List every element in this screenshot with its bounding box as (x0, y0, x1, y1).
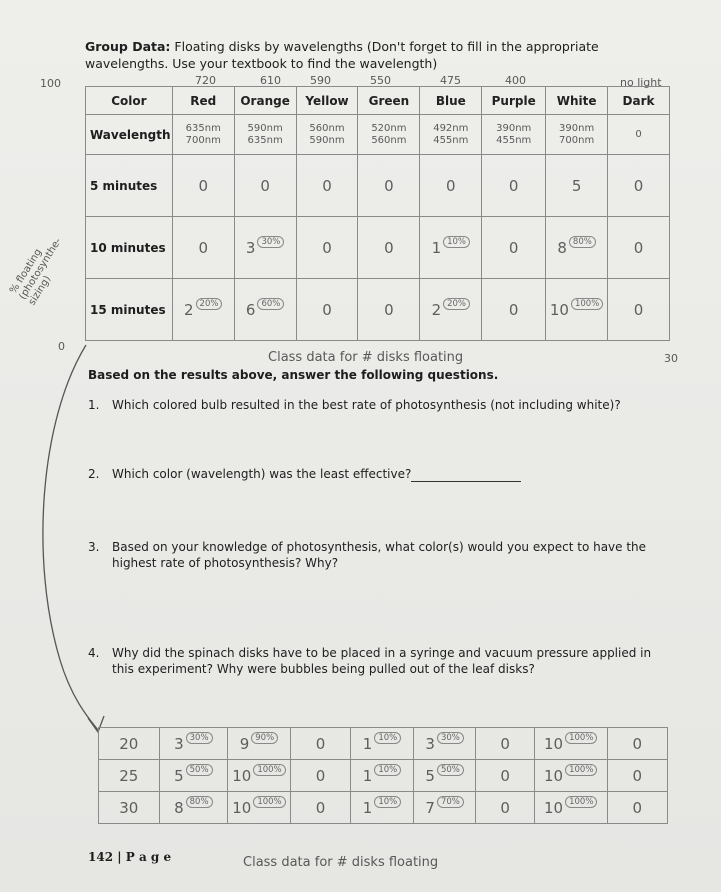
cell-value: 8 (557, 239, 567, 257)
wavelength-bottom: 590nm (309, 134, 345, 146)
class-cell-value: 7 (425, 799, 435, 817)
class-cell-percent: 100% (565, 764, 597, 776)
over-header-number: 550 (370, 74, 391, 87)
column-header-blue: Blue (420, 87, 482, 115)
class-cell-percent: 90% (251, 732, 278, 744)
question-number: 3. (88, 540, 100, 554)
class-cell (351, 792, 414, 824)
class-cell-value: 0 (500, 735, 510, 753)
question-number: 1. (88, 398, 100, 412)
cell-value: 0 (384, 177, 394, 195)
class-row-label (99, 792, 160, 824)
wavelength-bottom: 635nm (247, 134, 283, 146)
cell-value: 0 (260, 177, 270, 195)
question-text: Based on your knowledge of photosynthesis, what color(s) would you expect to have the highest rate of photosynthesis? Why? (112, 540, 647, 570)
class-data-table (98, 727, 668, 824)
class-cell (228, 792, 291, 824)
cell-value: 0 (384, 301, 394, 319)
wavelength-top: 520nm (371, 122, 407, 134)
class-data-note-bottom: Class data for # disks floating (243, 855, 439, 870)
question-number: 4. (88, 646, 100, 660)
class-cell-value: 0 (500, 767, 510, 785)
class-cell-value: 0 (500, 799, 510, 817)
row-label: 5 minutes (86, 155, 173, 217)
class-cell (159, 728, 228, 760)
class-cell-value: 3 (425, 735, 435, 753)
class-cell-value: 5 (425, 767, 435, 785)
class-row (99, 760, 668, 792)
cell-value: 2 (431, 301, 442, 319)
class-cell (607, 792, 668, 824)
column-header-orange: Orange (234, 87, 296, 115)
wavelength-bottom: 700nm (559, 134, 595, 146)
class-row-minutes: 25 (119, 767, 139, 785)
wavelength-top: 635nm (185, 122, 221, 134)
cell-value: 0 (198, 177, 208, 195)
cell-value: 0 (633, 177, 644, 195)
over-header-number: 590 (310, 74, 331, 87)
margin-note-thirty: 30 (664, 352, 678, 365)
class-cell (228, 760, 291, 792)
question-text: Which colored bulb resulted in the best rate of photosynthesis (not including white)? (112, 398, 621, 412)
cell-value: 5 (571, 177, 582, 195)
class-cell (290, 792, 350, 824)
class-cell (476, 792, 534, 824)
class-cell (159, 792, 228, 824)
class-cell-value: 0 (315, 767, 326, 785)
question-number: 2. (88, 467, 100, 481)
class-cell (413, 728, 476, 760)
class-cell (290, 760, 350, 792)
heading-label: Group Data: (85, 39, 171, 54)
margin-note-zero: 0 (58, 340, 65, 353)
cell-value: 0 (322, 301, 332, 319)
cell-value: 0 (508, 239, 519, 257)
cell-value: 10 (549, 301, 569, 319)
column-header-red: Red (172, 87, 234, 115)
class-row (99, 792, 668, 824)
wavelength-top: 390nm (559, 122, 595, 134)
cell-value: 6 (245, 301, 256, 319)
class-cell-percent: 100% (565, 732, 597, 744)
class-cell (607, 760, 668, 792)
cell-percent: 20% (196, 298, 223, 310)
wavelength-top: 560nm (309, 122, 345, 134)
questions-intro: Based on the results above, answer the following questions. (88, 368, 499, 382)
question-text: Why did the spinach disks have to be placed in a syringe and vacuum pressure applied in this experiment? Why were bubbles being pulled out of the leaf disks? (112, 646, 652, 676)
class-row-label (99, 760, 160, 792)
cell-value: 0 (322, 177, 332, 195)
class-cell (228, 728, 291, 760)
wavelength-top: 590nm (247, 122, 283, 134)
class-cell (413, 760, 476, 792)
class-cell-percent: 70% (437, 796, 464, 808)
class-cell-value: 1 (362, 735, 373, 753)
class-cell-value: 0 (315, 735, 326, 753)
class-cell-percent: 10% (374, 732, 401, 744)
class-cell-value: 10 (232, 767, 252, 785)
margin-note-no-light: no light (620, 76, 662, 89)
over-header-number: 400 (505, 74, 526, 87)
class-cell-value: 9 (239, 735, 250, 753)
class-cell-percent: 50% (186, 764, 213, 776)
class-cell-percent: 80% (186, 796, 213, 808)
wavelength-label: Wavelength (86, 115, 173, 155)
class-cell (351, 728, 414, 760)
class-cell-percent: 30% (437, 732, 464, 744)
page-footer: 142 | P a g e (88, 850, 172, 864)
class-cell-value: 10 (544, 799, 564, 817)
class-cell (534, 792, 607, 824)
class-cell-percent: 100% (253, 796, 285, 808)
wavelength-bottom: 560nm (371, 134, 407, 146)
cell-value: 3 (245, 239, 256, 257)
class-cell (351, 760, 414, 792)
heading-text: Floating disks by wavelengths (Don't forget to fill in the appropriate wavelengths. Use your textbook to find the wavelength) (85, 39, 599, 71)
over-header-number: 720 (195, 74, 216, 87)
class-cell-value: 5 (174, 767, 184, 785)
cell-percent: 10% (443, 236, 470, 248)
wavelength-top: 492nm (433, 122, 469, 134)
class-cell (534, 728, 607, 760)
class-cell-percent: 100% (253, 764, 285, 776)
row-label: 15 minutes (86, 279, 173, 341)
column-header-color: Color (86, 87, 173, 115)
class-cell-percent: 100% (565, 796, 597, 808)
class-cell-value: 8 (174, 799, 184, 817)
cell-value: 0 (508, 177, 519, 195)
cell-percent: 30% (257, 236, 284, 248)
class-cell (607, 728, 668, 760)
class-cell-value: 1 (362, 799, 373, 817)
class-cell (159, 760, 228, 792)
column-header-purple: Purple (482, 87, 546, 115)
cell-value: 0 (198, 239, 208, 257)
column-header-yellow: Yellow (296, 87, 358, 115)
class-cell-value: 10 (544, 767, 564, 785)
class-cell-value: 10 (232, 799, 252, 817)
class-cell-value: 0 (632, 767, 643, 785)
over-header-number: 610 (260, 74, 281, 87)
class-cell-percent: 10% (374, 796, 401, 808)
class-cell (534, 760, 607, 792)
cell-percent: 20% (443, 298, 470, 310)
column-header-white: White (546, 87, 608, 115)
class-cell-value: 10 (544, 735, 564, 753)
wavelength-top: 0 (635, 128, 642, 140)
row-label: 10 minutes (86, 217, 173, 279)
cell-value: 0 (508, 301, 519, 319)
question-text: Which color (wavelength) was the least effective? (112, 467, 412, 481)
cell-value: 0 (384, 239, 394, 257)
class-cell (290, 728, 350, 760)
cell-value: 0 (322, 239, 332, 257)
wavelength-top: 390nm (496, 122, 532, 134)
class-cell-percent: 30% (186, 732, 213, 744)
class-cell (476, 760, 534, 792)
cell-value: 2 (184, 301, 194, 319)
margin-note-vertical: % floating (photosynthe- sizing) (8, 236, 64, 308)
cell-value: 0 (446, 177, 456, 195)
class-cell-value: 0 (315, 799, 326, 817)
class-cell (476, 728, 534, 760)
cell-value: 0 (633, 239, 644, 257)
class-row (99, 728, 668, 760)
class-cell-value: 3 (174, 735, 184, 753)
class-row-label (99, 728, 160, 760)
over-header-number: 475 (440, 74, 461, 87)
cell-percent: 60% (257, 298, 284, 310)
class-cell (413, 792, 476, 824)
margin-note-100: 100 (40, 77, 61, 90)
class-row-minutes: 20 (119, 735, 139, 753)
column-header-green: Green (358, 87, 420, 115)
class-cell-value: 0 (632, 735, 643, 753)
class-cell-value: 0 (632, 799, 643, 817)
cell-value: 0 (633, 301, 644, 319)
wavelength-bottom: 455nm (496, 134, 532, 146)
cell-percent: 80% (569, 236, 596, 248)
cell-percent: 100% (571, 298, 603, 310)
wavelength-bottom: 455nm (433, 134, 469, 146)
column-header-dark: Dark (608, 87, 670, 115)
class-cell-percent: 50% (437, 764, 464, 776)
class-cell-percent: 10% (374, 764, 401, 776)
class-row-minutes: 30 (119, 799, 139, 817)
class-data-note-top: Class data for # disks floating (268, 350, 464, 365)
cell-value: 1 (431, 239, 442, 257)
wavelength-bottom: 700nm (185, 134, 221, 146)
class-cell-value: 1 (362, 767, 373, 785)
